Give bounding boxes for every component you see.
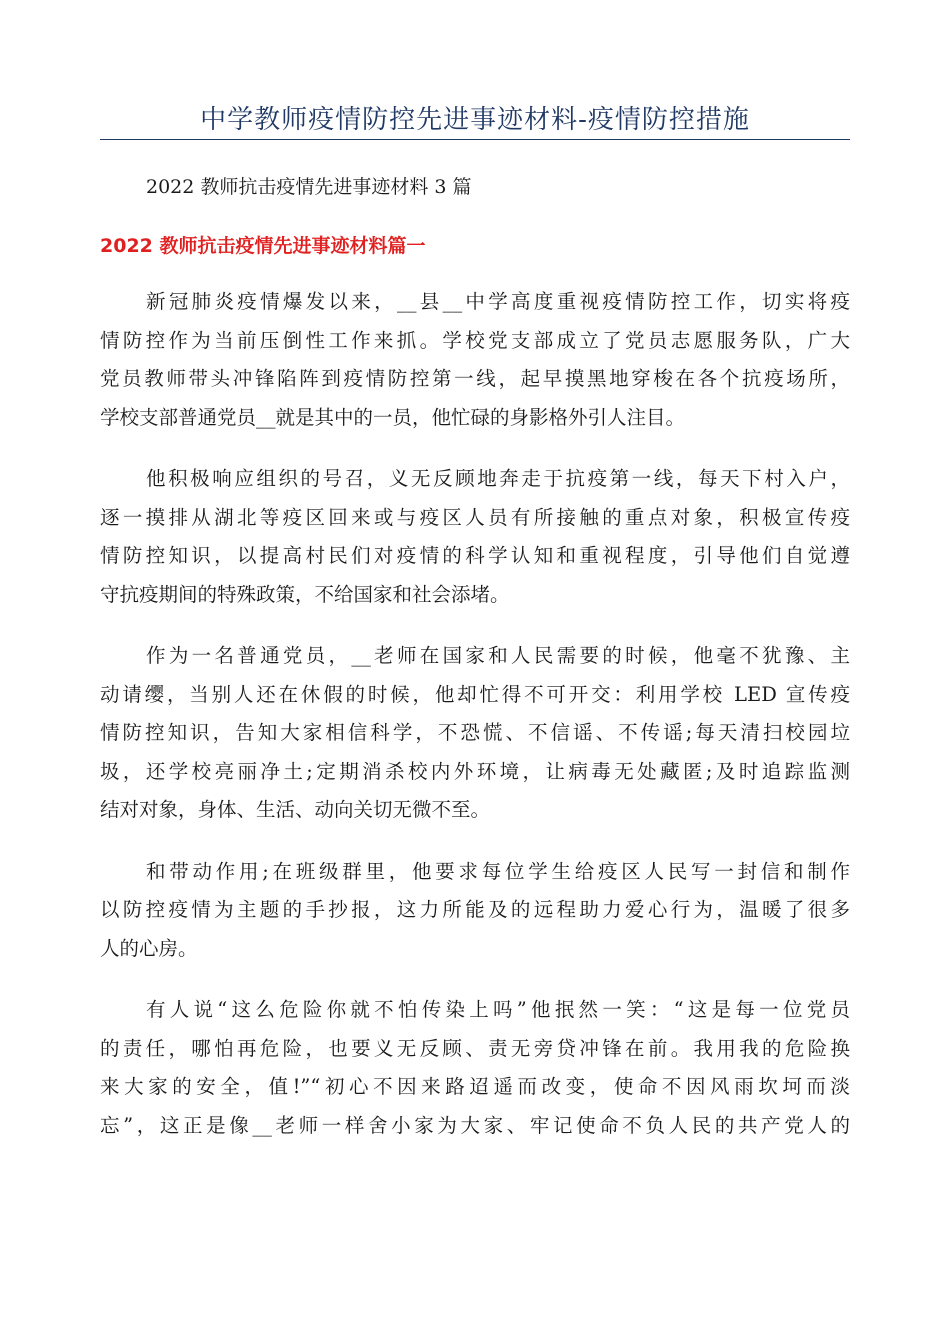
paragraph-line: 结对对象，身体、生活、动向关切无微不至。 xyxy=(100,798,491,821)
paragraph-4 xyxy=(100,853,850,969)
paragraph-5 xyxy=(100,991,850,1145)
paragraph-3 xyxy=(100,637,850,830)
paragraph-line: 情防控知识，告知大家相信科学，不恐慌、不信谣、不传谣;每天清扫校园垃 xyxy=(100,721,850,744)
paragraph-line: 圾，还学校亮丽净土;定期消杀校内外环境，让病毒无处藏匿;及时追踪监测 xyxy=(100,759,850,783)
paragraph-line: 守抗疫期间的特殊政策，不给国家和社会添堵。 xyxy=(100,582,510,606)
paragraph-line: 人的心房。 xyxy=(100,936,198,960)
document-subtitle: 2022 教师抗击疫情先进事迹材料 3 篇 xyxy=(146,176,472,198)
paragraph-line: 学校支部普通党员__就是其中的一员，他忙碌的身影格外引人注目。 xyxy=(100,405,686,429)
paragraph-line: 逐一摸排从湖北等疫区回来或与疫区人员有所接触的重点对象，积极宣传疫 xyxy=(100,505,850,529)
paragraph-line: 来大家的安全，值!”“初心不因来路迢遥而改变，使命不因风雨坎坷而淡 xyxy=(100,1075,850,1098)
paragraph-line: 的责任，哪怕再危险，也要义无反顾、责无旁贷冲锋在前。我用我的危险换 xyxy=(100,1036,850,1060)
paragraph-line: 忘”，这正是像__老师一样舍小家为大家、牢记使命不负人民的共产党人的 xyxy=(100,1113,850,1137)
paragraph-line: 以防控疫情为主题的手抄报，这力所能及的远程助力爱心行为，温暖了很多 xyxy=(100,898,850,921)
paragraph-line: 作为一名普通党员，__老师在国家和人民需要的时候，他毫不犹豫、主 xyxy=(146,644,850,667)
paragraph-line: 他积极响应组织的号召，义无反顾地奔走于抗疫第一线，每天下村入户， xyxy=(146,467,850,490)
paragraph-line: 情防控知识，以提高村民们对疫情的科学认知和重视程度，引导他们自觉遵 xyxy=(100,544,850,567)
paragraph-line: 党员教师带头冲锋陷阵到疫情防控第一线，起早摸黑地穿梭在各个抗疫场所， xyxy=(100,367,850,390)
document-title: 中学教师疫情防控先进事迹材料-疫情防控措施 xyxy=(200,105,750,135)
section-heading: 2022 教师抗击疫情先进事迹材料篇一 xyxy=(100,235,426,257)
paragraph-line: 情防控作为当前压倒性工作来抓。学校党支部成立了党员志愿服务队，广大 xyxy=(100,328,850,352)
paragraph-line: 新冠肺炎疫情爆发以来，__县__中学高度重视疫情防控工作，切实将疫 xyxy=(146,290,850,313)
paragraph-line: 有人说“这么危险你就不怕传染上吗”他抿然一笑：“这是每一位党员 xyxy=(146,998,850,1021)
paragraph-line: 动请缨，当别人还在休假的时候，他却忙得不可开交：利用学校 LED 宣传疫 xyxy=(100,682,850,706)
title-underline xyxy=(100,139,850,140)
paragraph-2 xyxy=(100,460,850,614)
paragraph-line: 和带动作用;在班级群里，他要求每位学生给疫区人民写一封信和制作 xyxy=(146,859,850,883)
paragraph-1 xyxy=(100,283,850,437)
body-text xyxy=(100,283,850,1168)
